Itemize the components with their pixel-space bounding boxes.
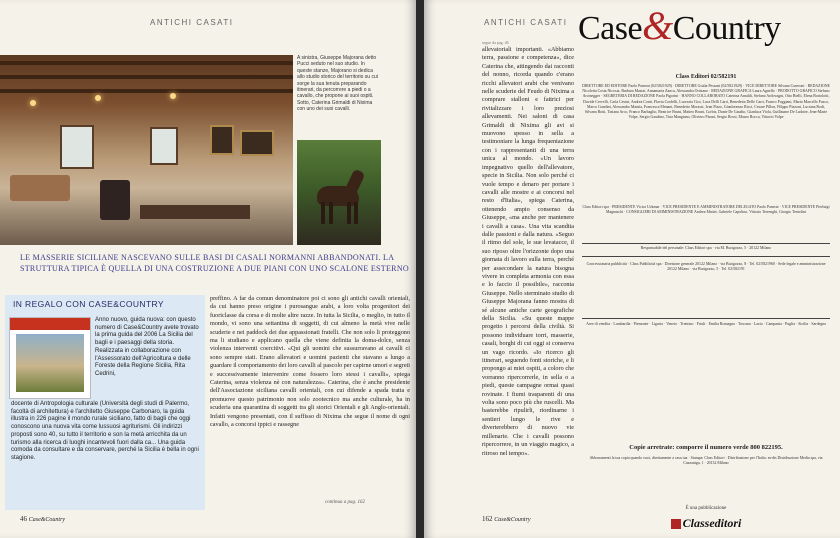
publication-note: È una pubblicazione [685,506,727,511]
responsabile-personale: Responsabile del personale: Class Editori spa · via M. Burigozzo, 5 · 20122 Milano [640,246,772,250]
article-headline: LE MASSERIE SICILIANE NASCEVANO SULLE BASI DI CASALI NORMANNI ABBANDONATI. LA STRUTTURA TIPICA È QUELLA DI UNA COSTRUZIONE A DUE PIANI CON UNO SCALONE ESTERNO [20,253,409,273]
folio-number: 46 [20,515,27,523]
folio-brand: Case&Country [494,517,531,523]
page-number-left [20,515,65,523]
photo-caption: A sinistra, Giuseppe Majorana detto Pucci seduto nel suo studio. In queste stanze, Majorano si dedica allo studio storico del territorio su cui sorge la sua tenuta preparando itinerari, da percorrere a piedi o a cavallo, che propone ai suoi ospiti. Sotto, Caterina Grimaldi di Nixima con uno dei suoi cavalli. [297,55,378,113]
sidebar-text-bottom: docente di Antropologia culturale (Università degli studi di Palermo, facoltà di architettura) e l'architetto Giuseppe Carbonaro, la guida illustra in 226 pagine il mondo rurale siciliano, fatto di bagli che oggi conoscono una nuova vita come lussuosi agriturismi. Gli indirizzi proposti sono 40, su tutto il territorio e son la metà arricchita da un turismo alla ricerca di luoghi incantevoli fuori dalla ca... Una guida comoda da consultare e da conservare, perché la Sicilia è bella in ogni stagione. [11,401,199,461]
gift-sidebar [5,295,205,510]
staff-list: DIRETTORE ED EDITORE Paolo Panerai (02/5821929) · DIRETTORE Giulia Pessani (02/5821929) · VICE DIRETTORE Silvana Caseroni · REDAZIONE Nicoletta Costa Nicosia, Barbara Mastai, Annamaria Zanca, Alessandra Oristano · REDAZIONE GRAFICA Laura Agnello · PRODOTTO GRAFICO Stefano Arcinegger · SEGRETERIA DI REDAZIONE Paola Pigorini · HANNO COLLABORATO Caterina Arnaldi, Stefano Ardovagni, Otto Bielli, Elena Bortolotti, Davide Cervelli, Carla Cesini, Andrea Conti, Flavia Cordelli, Lucrezia Cioi, Luca Delli Carri, Benedetta Delle Carri, Franco Foggiani, Maria Marcello Fusco, Marco Gandini, Alessandro Mantia, Francesca Menani, Benedetto Morassi, Ivan Pizzo, Gianlorenzo Ricci, Cesare Pillon, Filippo Pizzoni, Luciana Rodi, Silvana Rotti, Tiziana Arco, Franco Barbaglio, Beatrice Bruni, Matteo Bruni, Corbis, Dante De Gaudio, Gianluca Viola, Guillaume De Ladoire, Jean-Marie Volpe, Sergio Gaudino, Tina Mangiano, Oliviero Pisani, Sergio Rossi, Mauro Rocca, Vittorio Volpe [582,84,830,120]
concessionaria-block: Concessionaria pubblicità · Class Pubblicità spa · Direzione generale 20122 Milano · via Burigozzo, 8 · Tel. 02/5821960 · Sede legale e amministrazione 20122 Milano · via Burigozzo, 5 · Tel. 02/582191 [586,262,826,272]
article-body-right: allevatoriali importanti. «Abbiamo terra, passione e competenza», dice Caterina che, attingendo dai racconti del nonno, ricorda quando c'erano ricchi allevatori arabi che venivano nelle scuderie del Feudo di Nixima a comprare stalloni e fattrici per rivitalizzare i loro preziosi allevamenti. Nei saloni di casa Grimaldi di Nixima gli avi si muovono spesso in sella a testimoniare la lunga frequentazione con i rappresentanti di una terra unica al mondo. «Un lavoro impegnativo quello dell'allevatore, specie in Sicilia. Non solo perché ci vuole tempo e denaro per portare i cavalli alle mostre e ai concorsi nel resto d'Italia», spiega Caterina, ottenendo ampio consenso da Giuseppe, «ma anche per mantenere i cavalli a casa». Una vita scandita dalle passioni e dalla natura. «Seguo il ritmo del sole, le sue levatacce, il suo riposo oltre l'orizzonte dopo una giornata di lavoro sulla terra, perché per assecondare la natura bisogna vivere in completa armonia con essa e lo faccio il possibile», racconta Giuseppe. Nello sterminato studio di Giuseppe Majorana fanno mostra di sé alcune antiche carte geografiche della Sicilia. «Su queste mappe progetto i percorsi della civiltà. Si possono individuare torri, masserie, casali, borghi di cui oggi si conserva un vago ricordo. «Io ricerco gli itinerari, seguendo fonti storiche, e li propongo ai miei ospiti, a coloro che vorranno ripercorrerle, in sella o a piedi, queste campagne ormai quasi rovinate. I fiumi trasparenti di una volta sono poco più che ruscelli. Ma basterebbe ripulirli, riordinarne i sentieri lungo le rive e diverterebbero di nuovo vie millenarie. Che i cavalli possono ripercorrere, in un viaggio magico, a ritroso nel tempo». [482,46,574,457]
folio-brand: Case&Country [28,517,66,523]
guide-book-cover [9,317,91,399]
publisher-block: Class Editori spa · PRESIDENTE Victor Uckmar · VICE PRESIDENTE E AMMINISTRATORE DELEGATO Paolo Panerai · VICE PRESIDENTE Pierluigi Magnaschi · CONSIGLIERI DI AMMINISTRAZIONE Andrea Mattei, Gabriele Capolino, Vittorio Terrenghi, Giorgio Tentolini [582,205,830,215]
magazine-logo: Case&Country [578,3,781,48]
class-editori-logo: Classeditori [572,516,840,531]
right-page [424,0,840,538]
sales-areas: Aree di vendita · Lombardia · Piemonte · Liguria · Veneto · Trentino · Friuli · Emilia Romagna · Toscana · Lazio · Campania · Puglia · Sicilia · Sardegna [586,322,826,326]
subscriptions-block: Abbonamenti la tua copia quando vuoi, direttamente a casa tua · Stampa: Class Editori · Distribuzione per l'Italia: m-dis Distribuzione Media spa, via Cazzaniga, 1 · 20132 Milano [589,456,823,466]
masthead-subtitle: Class Editori 02/582191 [675,74,737,80]
masthead [572,0,840,538]
spine-gutter [416,0,424,538]
page-number-right [482,515,531,523]
running-head-right: ANTICHI CASATI [484,18,568,27]
running-head-left: ANTICHI CASATI [150,18,234,27]
article-body-left: preffino. A far da comun denominatore poi ci sono gli antichi cavalli orientali, da cui hanno preso origine i purosangue arabi, a loro volta progenitori dei fuoriclasse da corsa e di molte altre razze. In tutta la Sicilia, o meglio, in tutto il mondo, vi sono una settantina di soggetti, di cui almeno la metà vive nelle scuderie e nei paddock dei due appassionati fratelli. Che non solo li proteggono ma li studiano e applicano quella che viene definita la doma-dolce, senza violenza interventi coercitivi. «Qui gli uomini che sussurravano ai cavalli ci sono sempre stati. Erano allevatori e uomini pazienti che stavano a lungo a guardare il comportamento dei loro cavalli al pascolo per capirne umori e segreti e successivamente intervenire come fossero loro stessi i cavalli», spiega Caterina, senza violenza nè con naturalezza». Caterina, che è anche presidente dell'Associazione siciliana cavalli orientali, con cui difende a spada tratta e promuove questo patrimonio non solo zootecnico ma anche culturale, ha in scuderia una quarantina di soggetti tra gli storici Orientali e gli Anglo-orientali. Infatti vengono presentati, con il suffisso di Nixima che segue il nome di ogni cavallo, a concorsi ippici e rassegne [210,295,410,429]
back-issues-note: Copie arretrate: comporre il numero verde 800 822195. [629,444,783,451]
folio-number: 162 [482,515,493,523]
continued-from: segue da pag. 46 [482,40,509,45]
sidebar-text-top: Anno nuovo, guida nuova: con questo numero di Case&Country avete trovato la prima guida del 2006 La Sicilia del bagli e i paesaggi della storia. Realizzata in collaborazione con l'Assessorato dell'Agricoltura e delle Foreste della Regione Sicilia, Rita Cedrini, [95,317,199,377]
sidebar-title: IN REGALO CON CASE&COUNTRY [13,299,164,309]
left-page [0,0,416,538]
horse-photo [297,140,381,245]
study-room-photo [0,55,293,245]
continued-note: continua a pag. 162 [325,500,365,505]
